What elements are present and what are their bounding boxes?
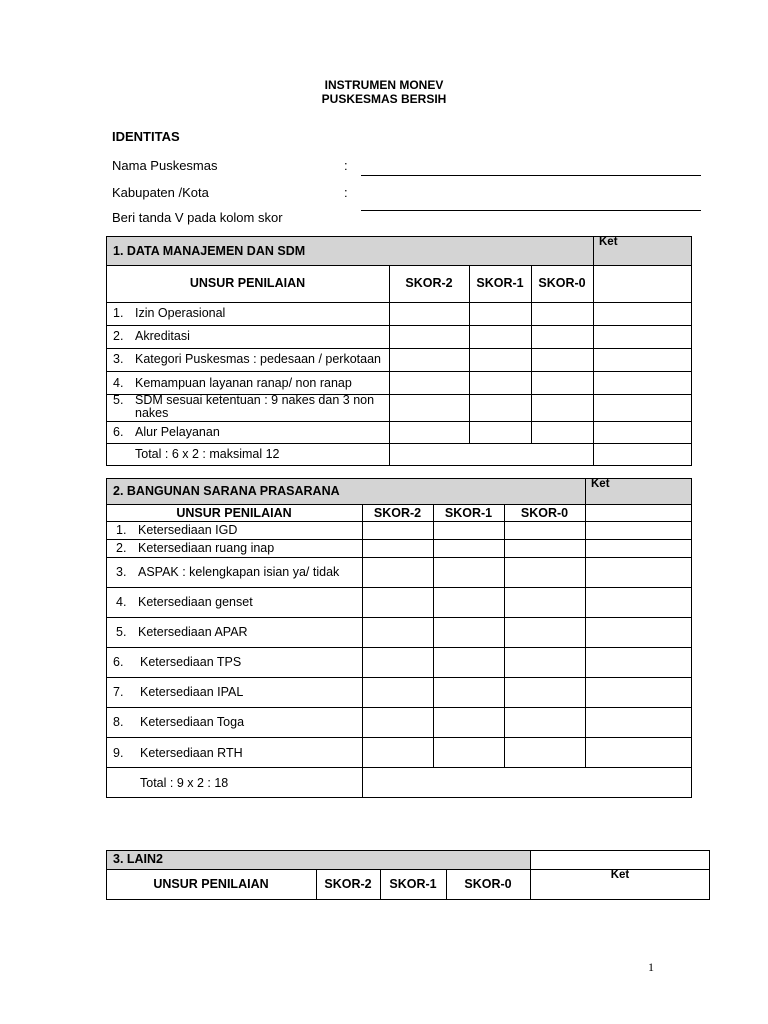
doc-subtitle: PUSKESMAS BERSIH bbox=[321, 92, 447, 106]
section3-col-skor2: SKOR-2 bbox=[324, 877, 372, 891]
section3-ket-header: Ket bbox=[610, 869, 630, 881]
section1-title: 1. DATA MANAJEMEN DAN SDM bbox=[113, 244, 306, 258]
section3-title-bar bbox=[106, 850, 531, 870]
section2-col-skor0: SKOR-0 bbox=[520, 506, 569, 520]
section2-col-unsur: UNSUR PENILAIAN bbox=[176, 506, 292, 520]
section2-col-skor1: SKOR-1 bbox=[444, 506, 493, 520]
table-row: 1. Izin Operasional bbox=[113, 306, 226, 320]
table-row: 3. ASPAK : kelengkapan isian ya/ tidak bbox=[116, 565, 340, 579]
section3-col-skor0: SKOR-0 bbox=[464, 877, 512, 891]
page-number: 1 bbox=[648, 960, 654, 974]
section3-col-skor1: SKOR-1 bbox=[389, 877, 437, 891]
nama-puskesmas-label: Nama Puskesmas bbox=[112, 158, 218, 173]
table-row: 4. Ketersediaan genset bbox=[116, 595, 253, 609]
section3-col-unsur: UNSUR PENILAIAN bbox=[153, 877, 269, 891]
section1-col-unsur: UNSUR PENILAIAN bbox=[189, 276, 306, 290]
section1-total: Total : 6 x 2 : maksimal 12 bbox=[135, 447, 280, 461]
colon-1: : bbox=[344, 158, 348, 173]
doc-title: INSTRUMEN MONEV bbox=[324, 78, 444, 92]
table-row: 4. Kemampuan layanan ranap/ non ranap bbox=[113, 376, 352, 390]
kabupaten-kota-field[interactable] bbox=[361, 210, 701, 211]
identitas-heading: IDENTITAS bbox=[112, 129, 180, 144]
section3-title: 3. LAIN2 bbox=[113, 852, 164, 866]
table-row: 2. Akreditasi bbox=[113, 329, 190, 343]
nama-puskesmas-field[interactable] bbox=[361, 175, 701, 176]
table-row: 5. SDM sesuai ketentuan : 9 nakes dan 3 non nakes bbox=[113, 393, 375, 420]
table-row: 9. Ketersediaan RTH bbox=[113, 746, 243, 760]
instruction-text: Beri tanda V pada kolom skor bbox=[112, 210, 283, 225]
table-row: 8. Ketersediaan Toga bbox=[113, 715, 245, 729]
section1-ket-header: Ket bbox=[599, 236, 618, 248]
section2-total: Total : 9 x 2 : 18 bbox=[140, 776, 229, 790]
section1-col-skor2: SKOR-2 bbox=[405, 276, 453, 290]
section1-col-skor1: SKOR-1 bbox=[476, 276, 524, 290]
table-row: 6. Ketersediaan TPS bbox=[113, 655, 242, 669]
table-row: 1. Ketersediaan IGD bbox=[116, 523, 238, 537]
section2-ket-header: Ket bbox=[591, 478, 610, 490]
section3-ket-top bbox=[530, 850, 710, 870]
table-row: 5. Ketersediaan APAR bbox=[116, 625, 248, 639]
table-row: 7. Ketersediaan IPAL bbox=[113, 685, 244, 699]
section2-col-skor2: SKOR-2 bbox=[373, 506, 422, 520]
kabupaten-kota-label: Kabupaten /Kota bbox=[112, 185, 209, 200]
table-row: 2. Ketersediaan ruang inap bbox=[116, 541, 275, 555]
section1-col-skor0: SKOR-0 bbox=[538, 276, 586, 290]
section2-title: 2. BANGUNAN SARANA PRASARANA bbox=[113, 484, 340, 498]
colon-2: : bbox=[344, 185, 348, 200]
table-row: 3. Kategori Puskesmas : pedesaan / perkotaan bbox=[113, 352, 381, 366]
table-row: 6. Alur Pelayanan bbox=[113, 425, 220, 439]
